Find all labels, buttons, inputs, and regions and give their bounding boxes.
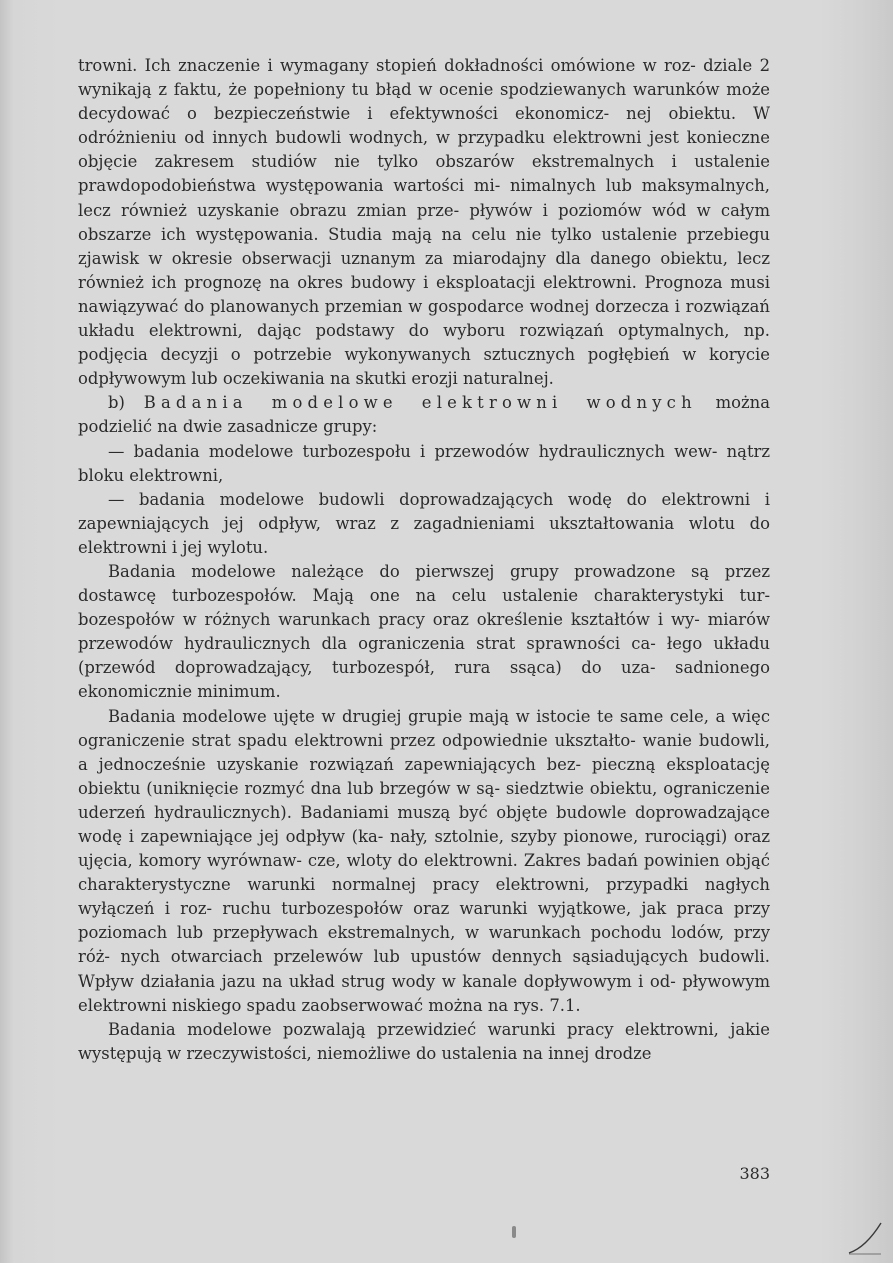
paragraph-2 (78, 391, 770, 439)
text-line: na okres budowy i eksploatacji elektrowni. Prognoza musi nawiązywać (78, 272, 770, 316)
text-line: nimalnych lub maksymalnych, lecz również uzyskanie obrazu zmian prze- (78, 176, 770, 220)
page-number: 383 (739, 1164, 770, 1183)
text-line: uznanym za miarodajny dla danego obiektu, lecz również ich prognozę (78, 248, 770, 292)
text-line: Wpływ działania jazu na układ strug wody w kanale dopływowym i od- (78, 971, 676, 991)
paragraph-4 (78, 488, 770, 560)
text-line: dostawcę turbozespołów. Mają one na celu ustalenie charakterystyki tur- (78, 586, 770, 606)
text-line: warunki normalnej pracy elektrowni, przypadki nagłych wyłączeń i roz- (78, 875, 770, 919)
text-line: pływów i poziomów wód w całym obszarze ich występowania. Studia (78, 200, 770, 244)
text-line: elektrowni jest konieczne objęcie zakresem studiów nie tylko obszarów (78, 128, 770, 172)
text-line: bozespołów w różnych warunkach pracy oraz określenie kształtów i wy- (78, 610, 700, 630)
text-line: nych otwarciach przelewów lub upustów dennych sąsiadujących budowli. (120, 947, 770, 967)
text-line: pieczną eksploatację obiektu (uniknięcie rozmyć dna lub brzegów w są- (78, 754, 770, 798)
text-line: warunków może decydować o bezpieczeństwie i efektywności ekonomicz- (78, 80, 770, 124)
paragraph-7 (78, 1018, 770, 1066)
text-line: łego układu (przewód doprowadzający, turbozespół, rura ssąca) do uza- (78, 634, 770, 678)
paragraph-1 (78, 54, 770, 391)
paragraph-3 (78, 440, 770, 488)
text-line: wanie budowli, a jednocześnie uzyskanie rozwiązań zapewniających bez- (78, 730, 770, 774)
text-line: i zapewniających jej odpływ, wraz z zagadnieniami ukształtowania wlotu (78, 489, 770, 533)
text-line: trowni. Ich znaczenie i wymagany stopień dokładności omówione w roz- (78, 56, 696, 75)
text-line: nątrz bloku elektrowni, (78, 441, 770, 485)
text-line: dziale 2 wynikają z faktu, że popełniony tu błąd w ocenie spodziewanych (78, 56, 770, 100)
text-line: do planowanych przemian w gospodarce wodnej dorzecza i rozwiązań (183, 296, 770, 316)
text-line: jakie występują w rzeczywistości, niemożliwe do ustalenia na innej drodze (78, 1019, 770, 1063)
text-line: Badania modelowe ujęte w drugiej grupie mają w istocie te same cele, (108, 706, 709, 726)
text-line: mają na celu nie tylko ustalenie przebiegu zjawisk w okresie obserwacji (78, 224, 770, 268)
list-label: b) (108, 393, 125, 413)
text-line: ekstremalnych i ustalenie prawdopodobieństwa występowania wartości mi- (78, 152, 770, 196)
body-text (78, 54, 770, 1066)
text-line: — badania modelowe budowli doprowadzających wodę do elektrowni (108, 489, 751, 509)
text-line: sadnionego ekonomicznie minimum. (78, 658, 770, 702)
text-line: nej obiektu. W odróżnieniu od innych budowli wodnych, w przypadku (78, 104, 770, 148)
text-line: np. podjęcia decyzji o potrzebie wykonywanych sztucznych pogłębień (78, 321, 770, 365)
spaced-heading: Badania modelowe elektrowni wodnych (143, 393, 697, 413)
text-line: pływowym elektrowni niskiego spadu zaobserwować można na rys. 7.1. (78, 971, 770, 1015)
text-line: Badania modelowe należące do pierwszej grupy prowadzone są przez (108, 561, 770, 581)
paragraph-5 (78, 560, 770, 705)
text-line: nały, sztolnie, szyby pionowe, rurociągi) oraz ujęcia, komory wyrównaw- (78, 827, 770, 871)
text-line: siedztwie obiektu, ograniczenie uderzeń hydraulicznych). Badaniami muszą (78, 778, 770, 822)
scan-speck (512, 1226, 516, 1238)
text-line: w korycie odpływowym lub oczekiwania na skutki erozji naturalnej. (78, 345, 770, 389)
paragraph-6 (78, 705, 770, 1018)
text-line: miarów przewodów hydraulicznych dla ograniczenia strat sprawności ca- (78, 610, 770, 654)
text-fragment: można (696, 393, 770, 413)
text-line: cze, wloty do elektrowni. Zakres badań powinien objąć charakterystyczne (78, 851, 770, 895)
text-line: do elektrowni i jej wylotu. (78, 513, 770, 557)
text-line: ruchu turbozespołów oraz warunki wyjątkowe, jak praca przy poziomach (78, 899, 770, 943)
page-corner-mark (847, 1221, 883, 1255)
text-line: a więc ograniczenie strat spadu elektrowni przez odpowiednie ukształto- (78, 706, 770, 750)
text-line: lub przepływach ekstremalnych, w warunkach pochodu lodów, przy róż- (78, 923, 770, 967)
text-line: być objęte budowle doprowadzające wodę i zapewniające jej odpływ (ka- (78, 802, 770, 846)
text-line: podzielić na dwie zasadnicze grupy: (78, 417, 378, 437)
text-line: układu elektrowni, dając podstawy do wyboru rozwiązań optymalnych, (78, 321, 730, 341)
text-line: — badania modelowe turbozespołu i przewodów hydraulicznych wew- (108, 441, 718, 461)
text-line: Badania modelowe pozwalają przewidzieć warunki pracy elektrowni, (108, 1019, 719, 1039)
